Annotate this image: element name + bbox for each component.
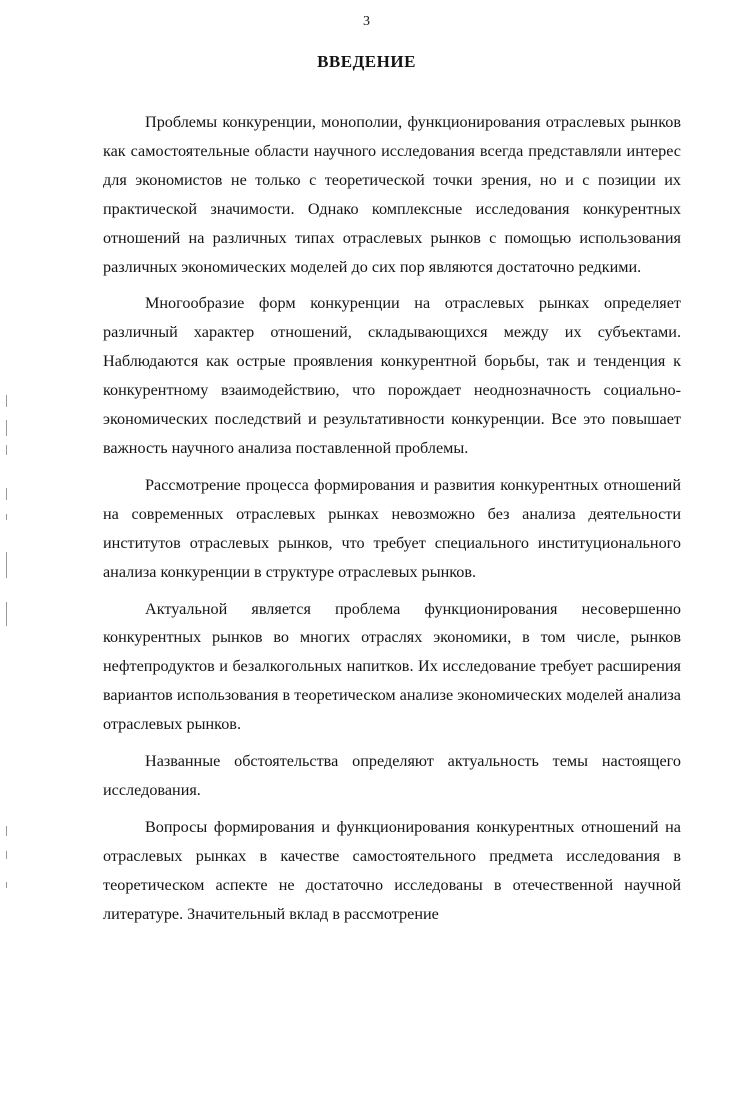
body-text [103,108,681,928]
scan-mark [6,395,7,407]
scan-mark [6,602,7,626]
paragraph: Актуальной является проблема функционирования несовершенно конкурентных рынков во многих отраслях экономики, в том числе, рынков нефтепродуктов и безалкогольных напитков. Их исследование требует расширения вариантов использования в теоретическом анализе экономических моделей анализа отраслевых рынков. [103,599,681,734]
paragraph: Рассмотрение процесса формирования и развития конкурентных отношений на современных отраслевых рынках невозможно без анализа деятельности институтов отраслевых рынков, что требует специального институционального анализа конкуренции в структуре отраслевых рынков. [103,475,681,581]
scan-margin-marks [6,0,10,1100]
paragraph: Названные обстоятельства определяют актуальность темы настоящего исследования. [103,752,681,799]
scan-mark [6,826,7,836]
scan-mark [6,420,7,436]
scan-mark [6,488,7,500]
scan-mark [6,552,7,578]
scan-mark [6,514,7,520]
paragraph: Вопросы формирования и функционирования конкурентных отношений на отраслевых рынках в качестве самостоятельного предмета исследования в теоретическом аспекте не достаточно исследованы в отечественной научной литературе. Значительный вклад в рассмотрение [103,817,681,923]
scan-mark [6,851,7,859]
scan-mark [6,882,7,888]
paragraph: Проблемы конкуренции, монополии, функционирования отраслевых рынков как самостоятельные области научного исследования всегда представляли интерес для экономистов не только с теоретической точки зрения, но и с позиции их практической значимости. Однако комплексные исследования конкурентных отношений на различных типах отраслевых рынков с помощью использования различных экономических моделей до сих пор являются достаточно редкими. [103,113,681,276]
scan-mark [6,445,7,455]
paragraph: Многообразие форм конкуренции на отраслевых рынках определяет различный характер отношений, складывающихся между их субъектами. Наблюдаются как острые проявления конкурентной борьбы, так и тенденция к конкурентному взаимодействию, что порождает неоднозначность социально-экономических последствий и результативности конкуренции. Все это повышает важность научного анализа поставленной проблемы. [103,294,681,457]
page-number: 3 [363,14,370,29]
section-heading: ВВЕДЕНИЕ [317,52,416,71]
